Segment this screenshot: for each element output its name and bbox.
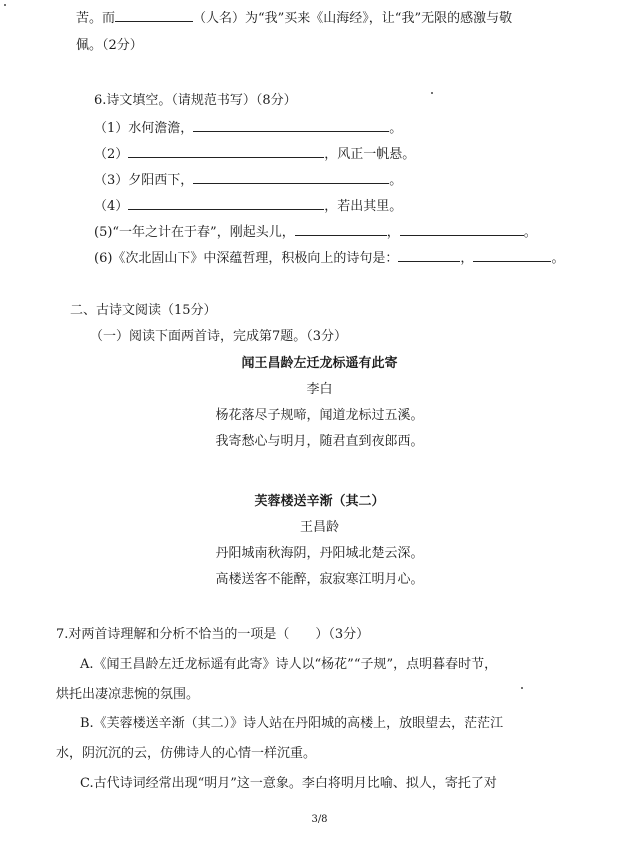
q6-item-4-post: ，若出其里。: [324, 199, 403, 214]
poem2-author: 王昌龄: [299, 520, 339, 535]
poem1-line-2: 我寄愁心与明月，随君直到夜郎西。: [215, 434, 424, 449]
scan-speck: [521, 687, 523, 689]
poem1-author: 李白: [306, 382, 333, 397]
q6-item-6-blank-2[interactable]: [473, 248, 551, 262]
poem2-line-2: 高楼送客不能醉，寂寂寒江明月心。: [215, 572, 424, 587]
q6-item-4: [94, 196, 402, 216]
q6-item-6-blank-1[interactable]: [398, 248, 460, 262]
q7-option-a-1: A.《闻王昌龄左迁龙标遥有此寄》诗人以“杨花”“子规”，点明暮春时节，: [80, 657, 498, 672]
q7-title: 7.对两首诗理解和分析不恰当的一项是（ ）（3分）: [56, 627, 370, 642]
q7-option-a-2: 烘托出凄凉悲惋的氛围。: [56, 687, 200, 702]
q6-item-3-post: 。: [389, 173, 403, 188]
q5-text: 苦。而: [76, 11, 116, 26]
q6-item-5-mid: ，: [386, 225, 400, 240]
poem1-title: 闻王昌龄左迁龙标遥有此寄: [241, 356, 398, 371]
q5-blank[interactable]: [115, 8, 193, 22]
q6-item-1-pre: （1）水何澹澹，: [94, 121, 194, 136]
page-number: 3/8: [311, 814, 328, 825]
scan-speck: [4, 4, 6, 6]
q6-item-5-blank-2[interactable]: [400, 222, 524, 236]
q6-item-6-pre: (6)《次北固山下》中深蕴哲理，积极向上的诗句是：: [94, 251, 399, 266]
q6-item-3: [94, 170, 402, 190]
q6-item-6-post: 。: [551, 251, 565, 266]
q6-item-6: [94, 248, 564, 268]
q6-item-5: [94, 222, 537, 242]
q6-item-3-blank[interactable]: [193, 170, 389, 184]
q5-line-1: [76, 8, 512, 28]
q6-item-4-blank[interactable]: [128, 196, 324, 210]
section2-subtitle: （一）阅读下面两首诗，完成第7题。（3分）: [90, 329, 348, 344]
q6-item-4-pre: （4）: [94, 199, 129, 214]
q6-item-2: [94, 144, 415, 164]
q6-item-2-post: ，风正一帆悬。: [324, 147, 416, 162]
poem2-title: 芙蓉楼送辛渐（其二）: [254, 494, 385, 509]
q7-option-b-2: 水，阴沉沉的云，仿佛诗人的心情一样沉重。: [56, 746, 317, 761]
q6-item-3-pre: （3）夕阳西下，: [94, 173, 194, 188]
q6-item-6-mid: ，: [460, 251, 474, 266]
q7-option-c-1: C.古代诗词经常出现“明月”这一意象。李白将明月比喻、拟人，寄托了对: [80, 776, 497, 791]
section2-title: 二、古诗文阅读（15分）: [70, 303, 217, 318]
q6-item-5-blank-1[interactable]: [295, 222, 387, 236]
q5-text-cont: （人名）为“我”买来《山海经》，让“我”无限的感激与敬: [193, 11, 513, 26]
q6-item-5-post: 。: [523, 225, 537, 240]
poem2-line-1: 丹阳城南秋海阴，丹阳城北楚云深。: [215, 546, 424, 561]
q7-option-b-1: B.《芙蓉楼送辛渐（其二）》诗人站在丹阳城的高楼上，放眼望去，茫茫江: [80, 716, 504, 731]
q6-title: 6.诗文填空。（请规范书写）（8分）: [94, 93, 297, 108]
q6-item-2-pre: （2）: [94, 147, 129, 162]
q6-item-1-blank[interactable]: [193, 118, 389, 132]
q6-item-2-blank[interactable]: [128, 144, 324, 158]
poem1-line-1: 杨花落尽子规啼，闻道龙标过五溪。: [215, 408, 424, 423]
q6-item-1-post: 。: [389, 121, 403, 136]
q6-item-1: [94, 118, 402, 138]
q5-line-2: 佩。（2分）: [76, 38, 143, 53]
scan-speck: [431, 92, 433, 94]
q6-item-5-pre: (5)“一年之计在于春”，刚起头儿，: [94, 225, 295, 240]
